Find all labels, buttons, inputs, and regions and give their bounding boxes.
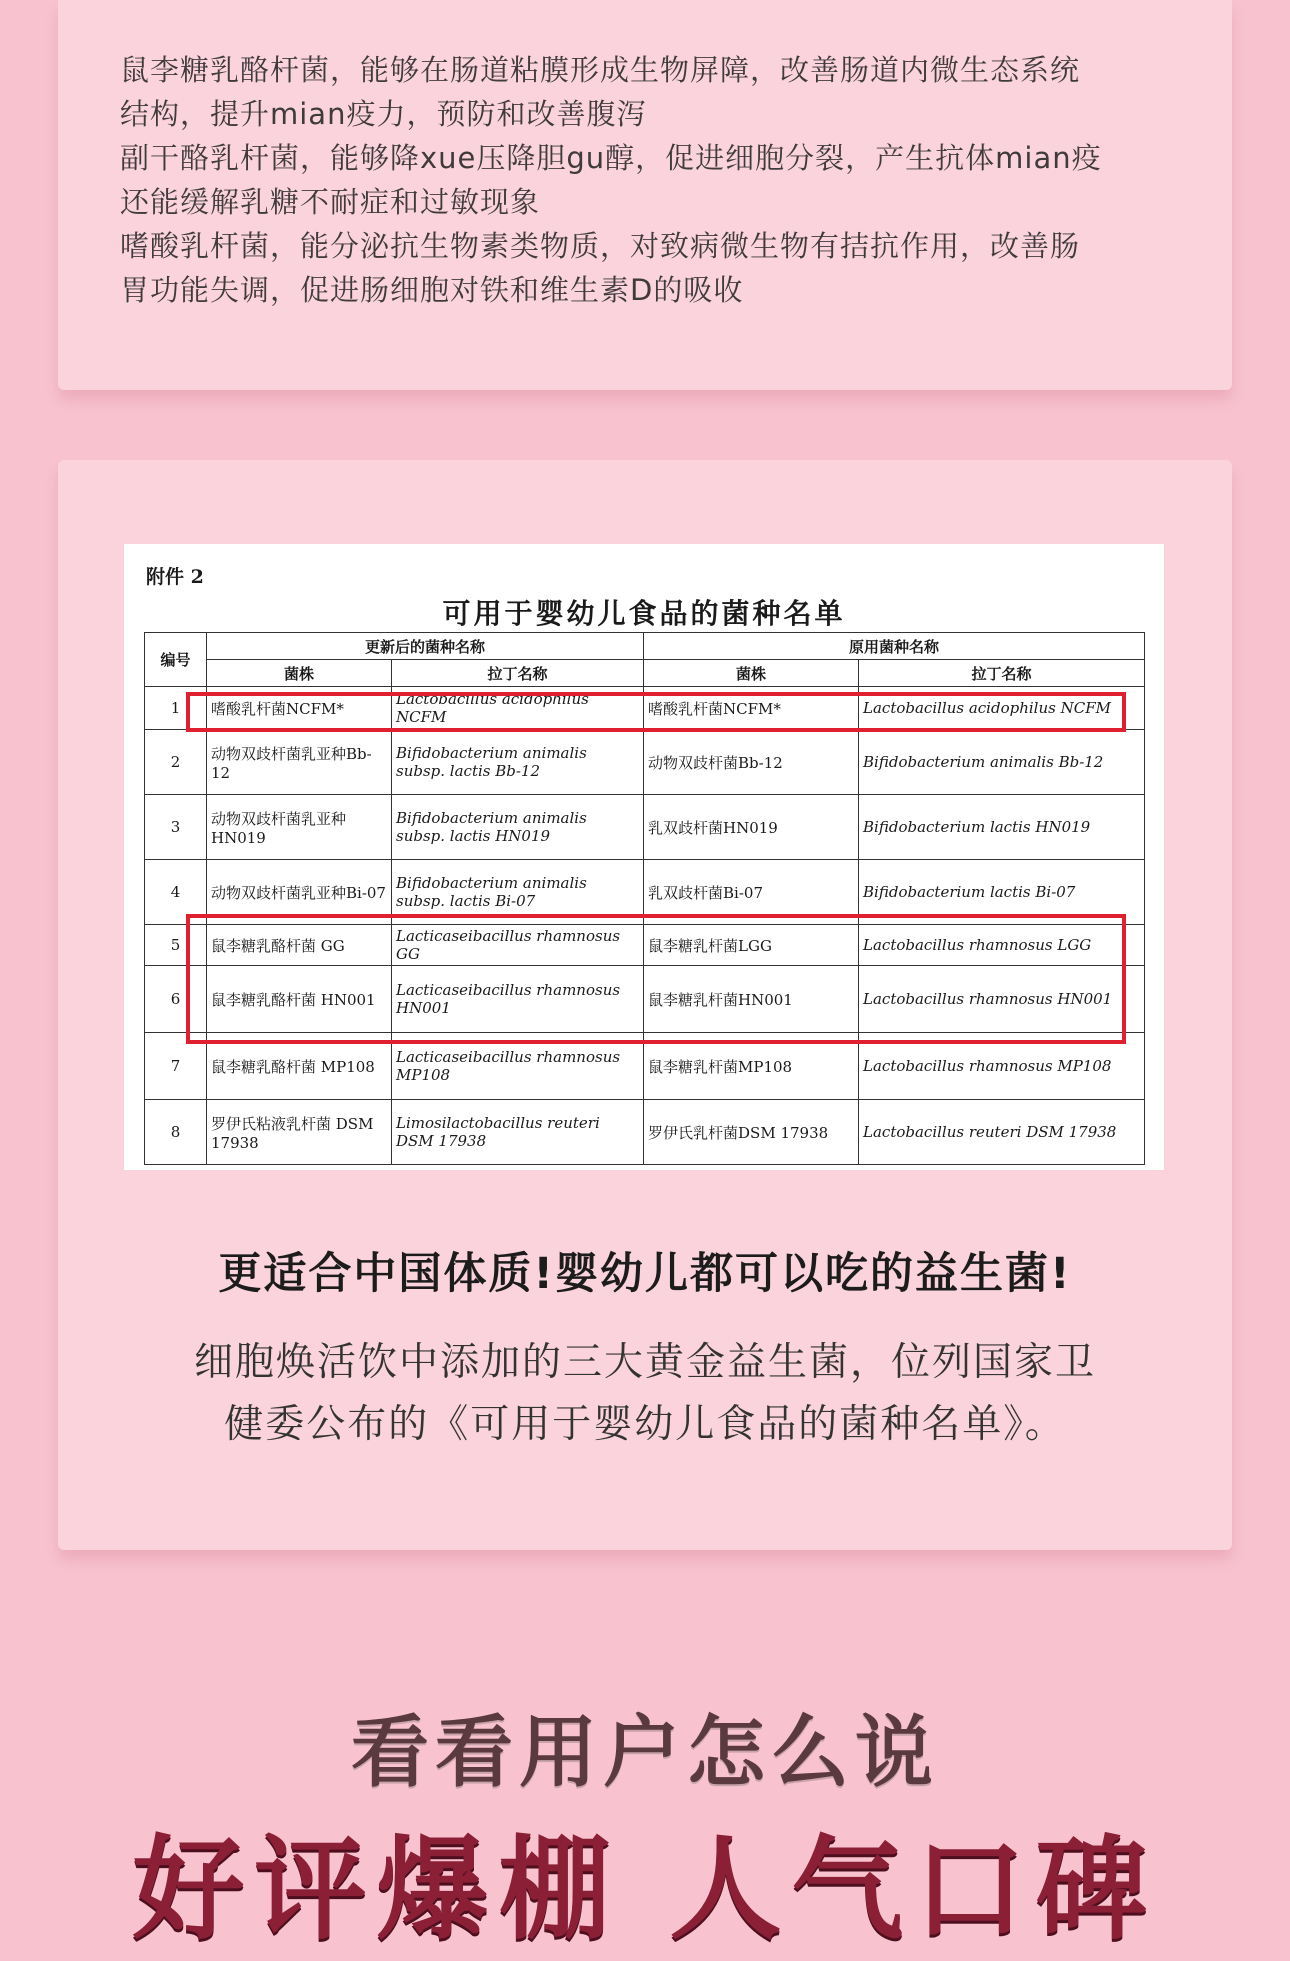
row-old-latin: Lactobacillus reuteri DSM 17938 [859,1100,1145,1165]
header-num: 编号 [145,633,207,687]
row-old-latin: Lactobacillus rhamnosus LGG [859,925,1145,966]
row-old-latin: Bifidobacterium animalis Bb-12 [859,730,1145,795]
attachment-label: 附件 2 [146,566,204,588]
row-old-strain: 鼠李糖乳杆菌LGG [644,925,859,966]
row-num: 8 [145,1100,207,1165]
row-strain: 罗伊氏粘液乳杆菌 DSM 17938 [207,1100,392,1165]
row-strain: 鼠李糖乳酪杆菌 HN001 [207,966,392,1033]
header-latin: 拉丁名称 [392,660,644,687]
row-num: 2 [145,730,207,795]
header-strain: 菌株 [207,660,392,687]
intro-line: 副干酪乳杆菌，能够降xue压降胆gu醇，促进细胞分裂，产生抗体mian疫 [120,141,1102,175]
row-old-strain: 鼠李糖乳杆菌HN001 [644,966,859,1033]
document-title: 可用于婴幼儿食品的菌种名单 [442,597,846,630]
row-latin: Lactobacillus acidophilus NCFM [392,687,644,730]
intro-line: 胃功能失调，促进肠细胞对铁和维生素D的吸收 [120,273,744,307]
probiotic-list-card [58,460,1232,1550]
row-old-latin: Bifidobacterium lactis HN019 [859,795,1145,860]
highlight-box-ncfm [186,692,1126,732]
row-num: 7 [145,1033,207,1100]
row-old-latin: Lactobacillus acidophilus NCFM [859,687,1145,730]
header-latin: 拉丁名称 [859,660,1145,687]
reviews-title: 看看用户怎么说 [350,1707,939,1798]
row-old-strain: 嗜酸乳杆菌NCFM* [644,687,859,730]
row-strain: 嗜酸乳杆菌NCFM* [207,687,392,730]
row-num: 1 [145,687,207,730]
row-old-latin: Bifidobacterium lactis Bi-07 [859,860,1145,925]
paragraph-line: 健委公布的《可用于婴幼儿食品的菌种名单》。 [224,1402,1066,1447]
row-old-latin: Lactobacillus rhamnosus MP108 [859,1033,1145,1100]
row-latin: Lacticaseibacillus rhamnosus MP108 [392,1033,644,1100]
row-old-strain: 动物双歧杆菌Bb-12 [644,730,859,795]
header-original: 原用菌种名称 [644,633,1145,660]
row-num: 4 [145,860,207,925]
table-row [145,730,1145,795]
row-old-strain: 乳双歧杆菌Bi-07 [644,860,859,925]
row-strain: 动物双歧杆菌乳亚种HN019 [207,795,392,860]
row-latin: Lacticaseibacillus rhamnosus HN001 [392,966,644,1033]
row-strain: 动物双歧杆菌乳亚种Bi-07 [207,860,392,925]
intro-line: 鼠李糖乳酪杆菌，能够在肠道粘膜形成生物屏障，改善肠道内微生态系统 [120,53,1081,87]
row-latin: Bifidobacterium animalis subsp. lactis Bb-12 [392,730,644,795]
row-latin: Bifidobacterium animalis subsp. lactis Bi-07 [392,860,644,925]
row-strain: 动物双歧杆菌乳亚种Bb-12 [207,730,392,795]
intro-line: 嗜酸乳杆菌，能分泌抗生物素类物质，对致病微生物有拮抗作用，改善肠 [120,229,1081,263]
row-num: 5 [145,925,207,966]
intro-card [58,0,1232,390]
row-old-latin: Lactobacillus rhamnosus HN001 [859,966,1145,1033]
row-latin: Lacticaseibacillus rhamnosus GG [392,925,644,966]
table-row [145,795,1145,860]
description-paragraph [138,1332,1152,1456]
intro-line: 还能缓解乳糖不耐症和过敏现象 [120,185,541,219]
row-latin: Bifidobacterium animalis subsp. lactis HN019 [392,795,644,860]
row-num: 3 [145,795,207,860]
paragraph-line: 细胞焕活饮中添加的三大黄金益生菌，位列国家卫 [193,1340,1096,1385]
intro-line: 结构，提升mian疫力，预防和改善腹泻 [120,97,647,131]
row-num: 6 [145,966,207,1033]
row-latin: Limosilactobacillus reuteri DSM 17938 [392,1100,644,1165]
document-image [124,544,1164,1170]
header-strain: 菌株 [644,660,859,687]
reviews-subtitle: 好评爆棚 人气口碑 [132,1824,1158,1955]
row-strain: 鼠李糖乳酪杆菌 GG [207,925,392,966]
intro-description [120,48,1230,312]
row-strain: 鼠李糖乳酪杆菌 MP108 [207,1033,392,1100]
row-old-strain: 乳双歧杆菌HN019 [644,795,859,860]
headline: 更适合中国体质!婴幼儿都可以吃的益生菌! [218,1249,1072,1299]
highlight-box-rhamnosus [186,914,1126,1044]
row-old-strain: 罗伊氏乳杆菌DSM 17938 [644,1100,859,1165]
header-updated: 更新后的菌种名称 [207,633,644,660]
row-old-strain: 鼠李糖乳杆菌MP108 [644,1033,859,1100]
table-row [145,1100,1145,1165]
